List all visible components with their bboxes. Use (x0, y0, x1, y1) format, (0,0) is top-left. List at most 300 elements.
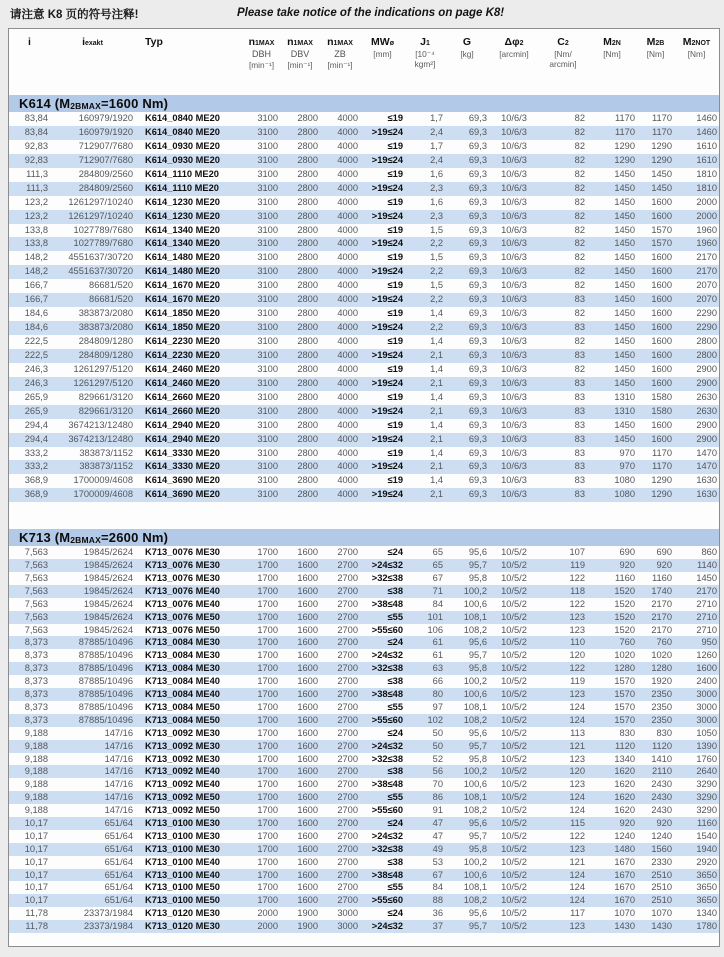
cell-m2n: 1450 (614, 196, 635, 207)
cell-c2: 120 (569, 650, 585, 661)
cell-delta-phi2: 10/6/3 (501, 336, 527, 346)
cell-n1max-dbh: 3100 (257, 238, 278, 249)
cell-n1max-dbh: 3100 (257, 391, 278, 402)
cell-i-exakt: 1027789/7680 (73, 238, 133, 249)
note-chinese: 请注意 K8 页的符号注释! (10, 9, 139, 21)
cell-c2: 124 (569, 792, 585, 803)
cell-i-exakt: 284809/2560 (78, 168, 133, 179)
cell-delta-phi2: 10/6/3 (501, 433, 527, 444)
table-row (9, 265, 719, 279)
cell-delta-phi2: 10/5/2 (501, 701, 527, 712)
cell-typ: K614_2940 ME20 (145, 433, 220, 444)
cell-m2b: 830 (656, 727, 672, 738)
cell-g: 95,7 (468, 830, 487, 841)
cell-j1: 2,1 (430, 405, 443, 416)
cell-delta-phi2: 10/6/3 (501, 475, 527, 486)
cell-g: 100,6 (463, 689, 487, 700)
cell-n1max-dbv: 2800 (297, 252, 318, 263)
cell-g: 95,7 (468, 921, 487, 932)
cell-typ: K713_0076 ME30 (145, 560, 220, 571)
cell-m2n: 1450 (614, 252, 635, 263)
cell-i: 7,563 (24, 547, 48, 558)
table-row (9, 488, 719, 502)
cell-n1max-zb: 2700 (337, 753, 358, 764)
cell-n1max-dbh: 3100 (257, 224, 278, 235)
table-section (9, 529, 719, 933)
cell-mw-diameter: ≤55 (387, 611, 403, 622)
col-header-m2not: M2NOT [Nm] (682, 36, 711, 60)
cell-m2n: 1450 (614, 377, 635, 388)
cell-delta-phi2: 10/5/2 (501, 779, 527, 790)
cell-j1: 84 (432, 598, 443, 609)
cell-g: 95,6 (468, 637, 487, 648)
cell-i: 11,78 (25, 921, 48, 932)
cell-m2not: 2710 (696, 624, 717, 635)
cell-m2not: 1960 (696, 238, 717, 249)
cell-i-exakt: 712907/7680 (78, 140, 133, 151)
cell-typ: K713_0120 ME30 (145, 908, 220, 919)
cell-n1max-dbv: 2800 (297, 322, 318, 333)
cell-g: 69,3 (468, 113, 487, 123)
cell-delta-phi2: 10/5/2 (501, 830, 527, 841)
cell-i: 294,4 (24, 433, 48, 444)
note-english: Please take notice of the indications on page K8! (237, 7, 505, 19)
cell-n1max-zb: 4000 (337, 238, 358, 249)
column-header-row (9, 29, 719, 95)
cell-j1: 1,4 (430, 391, 443, 402)
cell-n1max-dbv: 1600 (297, 766, 318, 777)
cell-n1max-zb: 2700 (337, 740, 358, 751)
cell-g: 69,3 (468, 475, 487, 486)
section-title: K614 (M (19, 96, 71, 111)
cell-m2b: 1570 (651, 224, 672, 235)
table-row (9, 546, 719, 559)
cell-delta-phi2: 10/6/3 (501, 419, 527, 430)
cell-m2not: 2800 (696, 336, 717, 346)
cell-n1max-dbh: 3100 (257, 308, 278, 319)
cell-m2b: 2510 (651, 882, 672, 893)
cell-m2n: 1450 (614, 433, 635, 444)
cell-m2n: 1170 (615, 113, 635, 123)
cell-mw-diameter: >55≤60 (371, 624, 403, 635)
cell-g: 69,3 (468, 433, 487, 444)
cell-m2b: 1600 (651, 196, 672, 207)
cell-m2n: 1170 (615, 126, 635, 137)
cell-j1: 106 (427, 624, 443, 635)
cell-g: 69,3 (468, 419, 487, 430)
cell-m2n: 1450 (614, 280, 635, 291)
cell-n1max-dbh: 3100 (257, 419, 278, 430)
table-row (9, 154, 719, 168)
cell-m2n: 1570 (614, 714, 635, 725)
table-row (9, 636, 719, 649)
cell-typ: K614_1670 ME20 (145, 280, 220, 291)
cell-typ: K713_0100 ME40 (145, 856, 220, 867)
cell-mw-diameter: >19≤24 (371, 489, 403, 500)
cell-i-exakt: 651/64 (104, 882, 133, 893)
cell-mw-diameter: >19≤24 (371, 377, 403, 388)
cell-m2b: 2350 (651, 701, 672, 712)
cell-n1max-dbh: 1700 (257, 817, 278, 828)
cell-c2: 123 (569, 779, 585, 790)
cell-m2not: 1630 (696, 489, 717, 500)
cell-i: 133,8 (24, 238, 48, 249)
cell-n1max-zb: 4000 (337, 391, 358, 402)
cell-c2: 123 (569, 753, 585, 764)
cell-m2not: 1470 (696, 461, 717, 472)
cell-i: 9,188 (24, 740, 48, 751)
cell-m2b: 1600 (651, 210, 672, 221)
cell-delta-phi2: 10/5/2 (501, 650, 527, 661)
cell-j1: 1,4 (430, 336, 443, 346)
table-row (9, 419, 719, 433)
cell-n1max-dbv: 2800 (297, 461, 318, 472)
cell-g: 108,2 (463, 624, 487, 635)
cell-delta-phi2: 10/5/2 (501, 585, 527, 596)
cell-mw-diameter: ≤19 (387, 419, 403, 430)
cell-m2b: 1170 (652, 126, 672, 137)
section-title-suffix: =1600 Nm) (101, 96, 169, 111)
cell-i-exakt: 1700009/4608 (73, 475, 133, 486)
cell-j1: 2,3 (430, 210, 443, 221)
cell-g: 69,3 (468, 322, 487, 333)
cell-delta-phi2: 10/6/3 (501, 126, 527, 137)
col-header-delta-phi2: Δφ2 [arcmin] (499, 36, 529, 60)
cell-delta-phi2: 10/6/3 (501, 196, 527, 207)
table-row (9, 377, 719, 391)
cell-n1max-dbv: 1600 (297, 714, 318, 725)
cell-mw-diameter: >19≤24 (371, 322, 403, 333)
cell-g: 108,2 (463, 714, 487, 725)
cell-n1max-dbv: 2800 (297, 113, 318, 123)
table-row (9, 791, 719, 804)
cell-n1max-zb: 4000 (337, 475, 358, 486)
table-row (9, 293, 719, 307)
table-row (9, 210, 719, 224)
cell-i: 7,563 (24, 560, 48, 571)
cell-m2b: 1290 (651, 154, 672, 165)
cell-m2n: 1240 (614, 830, 635, 841)
cell-n1max-zb: 4000 (337, 322, 358, 333)
cell-m2n: 1450 (614, 294, 635, 305)
cell-n1max-dbh: 1700 (257, 547, 278, 558)
table-row (9, 251, 719, 265)
cell-n1max-zb: 2700 (337, 624, 358, 635)
cell-g: 95,8 (468, 843, 487, 854)
cell-m2n: 1620 (614, 766, 635, 777)
table-row (9, 182, 719, 196)
cell-g: 69,3 (468, 196, 487, 207)
cell-i: 9,188 (24, 792, 48, 803)
table-row (9, 920, 719, 933)
cell-i: 7,563 (24, 611, 48, 622)
cell-m2n: 1450 (614, 210, 635, 221)
cell-c2: 83 (574, 489, 585, 500)
cell-n1max-zb: 4000 (337, 280, 358, 291)
cell-typ: K713_0092 ME30 (145, 753, 220, 764)
cell-m2b: 2330 (651, 856, 672, 867)
cell-m2not: 3650 (696, 882, 717, 893)
cell-n1max-dbv: 2800 (297, 336, 318, 346)
cell-i: 8,373 (24, 637, 48, 648)
cell-m2not: 1260 (696, 650, 717, 661)
table-row (9, 585, 719, 598)
cell-m2not: 2630 (696, 391, 717, 402)
cell-n1max-zb: 2700 (337, 843, 358, 854)
cell-n1max-dbh: 1700 (257, 830, 278, 841)
cell-mw-diameter: >32≤38 (371, 663, 403, 674)
cell-m2not: 2000 (696, 196, 717, 207)
cell-m2n: 1310 (614, 391, 635, 402)
table-row (9, 363, 719, 377)
cell-typ: K614_2660 ME20 (145, 405, 220, 416)
cell-mw-diameter: >19≤24 (371, 405, 403, 416)
cell-m2n: 1290 (614, 140, 635, 151)
cell-m2n: 1570 (614, 689, 635, 700)
cell-m2b: 1600 (651, 252, 672, 263)
cell-mw-diameter: >24≤32 (371, 740, 403, 751)
cell-m2b: 2430 (651, 779, 672, 790)
cell-i: 123,2 (24, 210, 48, 221)
cell-n1max-dbh: 1700 (257, 560, 278, 571)
cell-c2: 83 (574, 391, 585, 402)
cell-i: 8,373 (24, 714, 48, 725)
cell-n1max-dbv: 2800 (297, 168, 318, 179)
cell-n1max-dbv: 2800 (297, 224, 318, 235)
cell-c2: 122 (569, 573, 585, 584)
cell-g: 69,3 (468, 391, 487, 402)
cell-m2b: 1600 (651, 419, 672, 430)
cell-i: 8,373 (24, 650, 48, 661)
cell-delta-phi2: 10/5/2 (501, 882, 527, 893)
cell-n1max-zb: 2700 (337, 585, 358, 596)
cell-i-exakt: 829661/3120 (78, 405, 133, 416)
cell-i-exakt: 86681/520 (89, 294, 133, 305)
cell-m2not: 2800 (696, 349, 717, 360)
cell-typ: K713_0076 ME40 (145, 598, 220, 609)
cell-i-exakt: 160979/1920 (78, 113, 133, 123)
cell-n1max-zb: 4000 (337, 447, 358, 458)
cell-n1max-zb: 2700 (337, 573, 358, 584)
cell-m2b: 1600 (651, 280, 672, 291)
cell-m2b: 1580 (651, 405, 672, 416)
cell-i: 10,17 (24, 869, 48, 880)
section-title-subscript: 2BMAX (70, 101, 102, 111)
table-row (9, 714, 719, 727)
cell-g: 69,3 (468, 280, 487, 291)
cell-n1max-dbv: 2800 (297, 196, 318, 207)
cell-i: 83,84 (24, 126, 48, 137)
table-row (9, 624, 719, 637)
cell-typ: K713_0092 ME50 (145, 805, 220, 816)
cell-n1max-dbh: 3100 (257, 280, 278, 291)
cell-j1: 2,2 (430, 294, 443, 305)
cell-n1max-dbh: 1700 (257, 714, 278, 725)
cell-j1: 1,4 (430, 419, 443, 430)
cell-i: 10,17 (24, 843, 48, 854)
table-row (9, 474, 719, 488)
cell-i: 8,373 (24, 701, 48, 712)
cell-mw-diameter: ≤19 (387, 252, 403, 263)
cell-m2b: 1600 (651, 322, 672, 333)
cell-n1max-zb: 4000 (337, 419, 358, 430)
cell-i: 92,83 (24, 154, 48, 165)
cell-delta-phi2: 10/6/3 (501, 210, 527, 221)
cell-n1max-dbv: 2800 (297, 391, 318, 402)
cell-m2n: 1340 (614, 753, 635, 764)
cell-mw-diameter: ≤38 (387, 856, 403, 867)
cell-j1: 1,5 (430, 252, 443, 263)
cell-n1max-zb: 2700 (337, 650, 358, 661)
cell-m2n: 760 (619, 637, 635, 648)
cell-g: 69,3 (468, 461, 487, 472)
cell-j1: 2,1 (430, 377, 443, 388)
cell-typ: K713_0100 ME30 (145, 817, 220, 828)
cell-mw-diameter: ≤55 (387, 882, 403, 893)
cell-n1max-dbh: 3100 (257, 168, 278, 179)
cell-n1max-dbv: 2800 (297, 489, 318, 500)
cell-c2: 82 (574, 140, 585, 151)
cell-m2not: 2290 (696, 308, 717, 319)
cell-i: 8,373 (24, 663, 48, 674)
cell-g: 108,1 (463, 611, 487, 622)
cell-n1max-zb: 2700 (337, 701, 358, 712)
cell-j1: 2,1 (430, 489, 443, 500)
cell-m2not: 2630 (696, 405, 717, 416)
cell-typ: K713_0084 ME30 (145, 663, 220, 674)
cell-m2b: 1740 (651, 585, 672, 596)
cell-typ: K713_0076 ME30 (145, 573, 220, 584)
cell-m2not: 2710 (696, 598, 717, 609)
table-row (9, 112, 719, 126)
cell-typ: K614_3690 ME20 (145, 475, 220, 486)
cell-n1max-dbv: 1600 (297, 895, 318, 906)
cell-m2b: 1600 (651, 363, 672, 374)
cell-n1max-zb: 4000 (337, 461, 358, 472)
cell-n1max-dbv: 1600 (297, 560, 318, 571)
cell-typ: K614_0840 ME20 (145, 126, 220, 137)
cell-i: 166,7 (24, 280, 48, 291)
cell-mw-diameter: >19≤24 (371, 349, 403, 360)
cell-c2: 107 (569, 547, 585, 558)
cell-n1max-dbh: 3100 (257, 377, 278, 388)
table-row (9, 335, 719, 349)
cell-typ: K614_2660 ME20 (145, 391, 220, 402)
cell-n1max-dbv: 2800 (297, 475, 318, 486)
cell-i-exakt: 87885/10496 (78, 676, 133, 687)
col-header-n1max-dbh: n1MAX DBH [min⁻¹] (248, 36, 275, 71)
cell-mw-diameter: ≤19 (387, 224, 403, 235)
cell-j1: 1,7 (430, 140, 443, 151)
cell-mw-diameter: >24≤32 (371, 921, 403, 932)
cell-n1max-zb: 2700 (337, 663, 358, 674)
cell-n1max-dbv: 2800 (297, 363, 318, 374)
cell-j1: 70 (432, 779, 443, 790)
cell-j1: 1,5 (430, 280, 443, 291)
cell-j1: 36 (432, 908, 443, 919)
cell-g: 69,3 (468, 349, 487, 360)
cell-delta-phi2: 10/5/2 (501, 637, 527, 648)
cell-m2n: 1080 (614, 489, 635, 500)
cell-n1max-dbv: 2800 (297, 377, 318, 388)
cell-c2: 119 (570, 560, 585, 571)
cell-j1: 1,6 (430, 196, 443, 207)
cell-n1max-dbh: 3100 (257, 196, 278, 207)
cell-c2: 113 (570, 727, 585, 738)
cell-g: 69,3 (468, 447, 487, 458)
cell-n1max-zb: 4000 (337, 363, 358, 374)
cell-c2: 83 (574, 294, 585, 305)
cell-c2: 83 (574, 461, 585, 472)
cell-i-exakt: 19845/2624 (83, 547, 133, 558)
cell-m2n: 1520 (614, 611, 635, 622)
cell-delta-phi2: 10/5/2 (501, 598, 527, 609)
cell-m2n: 1570 (614, 701, 635, 712)
cell-m2not: 2290 (696, 322, 717, 333)
cell-c2: 82 (574, 113, 585, 123)
cell-m2n: 1450 (614, 336, 635, 346)
cell-m2n: 1450 (614, 308, 635, 319)
cell-mw-diameter: ≤38 (387, 766, 403, 777)
cell-j1: 47 (432, 817, 443, 828)
cell-c2: 117 (570, 908, 585, 919)
cell-mw-diameter: ≤19 (387, 475, 403, 486)
cell-c2: 82 (574, 210, 585, 221)
table-row (9, 649, 719, 662)
cell-n1max-dbv: 2800 (297, 126, 318, 137)
cell-delta-phi2: 10/6/3 (501, 322, 527, 333)
cell-m2not: 1810 (696, 182, 717, 193)
cell-i: 111,3 (26, 168, 48, 179)
table-row (9, 907, 719, 920)
cell-n1max-zb: 2700 (337, 727, 358, 738)
cell-typ: K614_1110 ME20 (145, 168, 219, 179)
cell-typ: K713_0084 ME30 (145, 637, 220, 648)
cell-m2n: 1290 (614, 154, 635, 165)
cell-mw-diameter: ≤55 (387, 701, 403, 712)
cell-j1: 2,1 (430, 349, 443, 360)
cell-m2not: 1610 (696, 140, 717, 151)
cell-typ: K713_0100 ME50 (145, 882, 220, 893)
cell-g: 108,1 (463, 701, 487, 712)
cell-j1: 86 (432, 792, 443, 803)
cell-j1: 67 (432, 573, 443, 584)
cell-n1max-dbv: 1600 (297, 817, 318, 828)
cell-i-exakt: 1261297/10240 (68, 196, 133, 207)
cell-m2not: 3000 (696, 689, 717, 700)
cell-n1max-dbv: 1600 (297, 598, 318, 609)
cell-i: 111,3 (26, 182, 48, 193)
table-row (9, 405, 719, 419)
cell-j1: 67 (432, 869, 443, 880)
cell-i-exakt: 284809/2560 (78, 182, 133, 193)
cell-mw-diameter: ≤24 (387, 637, 403, 648)
cell-i-exakt: 1261297/5120 (73, 363, 133, 374)
cell-n1max-zb: 4000 (337, 336, 358, 346)
cell-typ: K713_0076 ME50 (145, 624, 220, 635)
cell-n1max-dbv: 2800 (297, 266, 318, 277)
section-title-subscript: 2BMAX (70, 535, 102, 546)
cell-delta-phi2: 10/6/3 (501, 140, 527, 151)
cell-g: 69,3 (468, 252, 487, 263)
cell-n1max-dbh: 1700 (257, 779, 278, 790)
cell-m2not: 2920 (696, 856, 717, 867)
cell-mw-diameter: >38≤48 (371, 779, 403, 790)
cell-m2not: 2070 (696, 294, 717, 305)
cell-mw-diameter: ≤19 (387, 336, 403, 346)
cell-i: 9,188 (24, 766, 48, 777)
cell-g: 95,7 (468, 560, 487, 571)
